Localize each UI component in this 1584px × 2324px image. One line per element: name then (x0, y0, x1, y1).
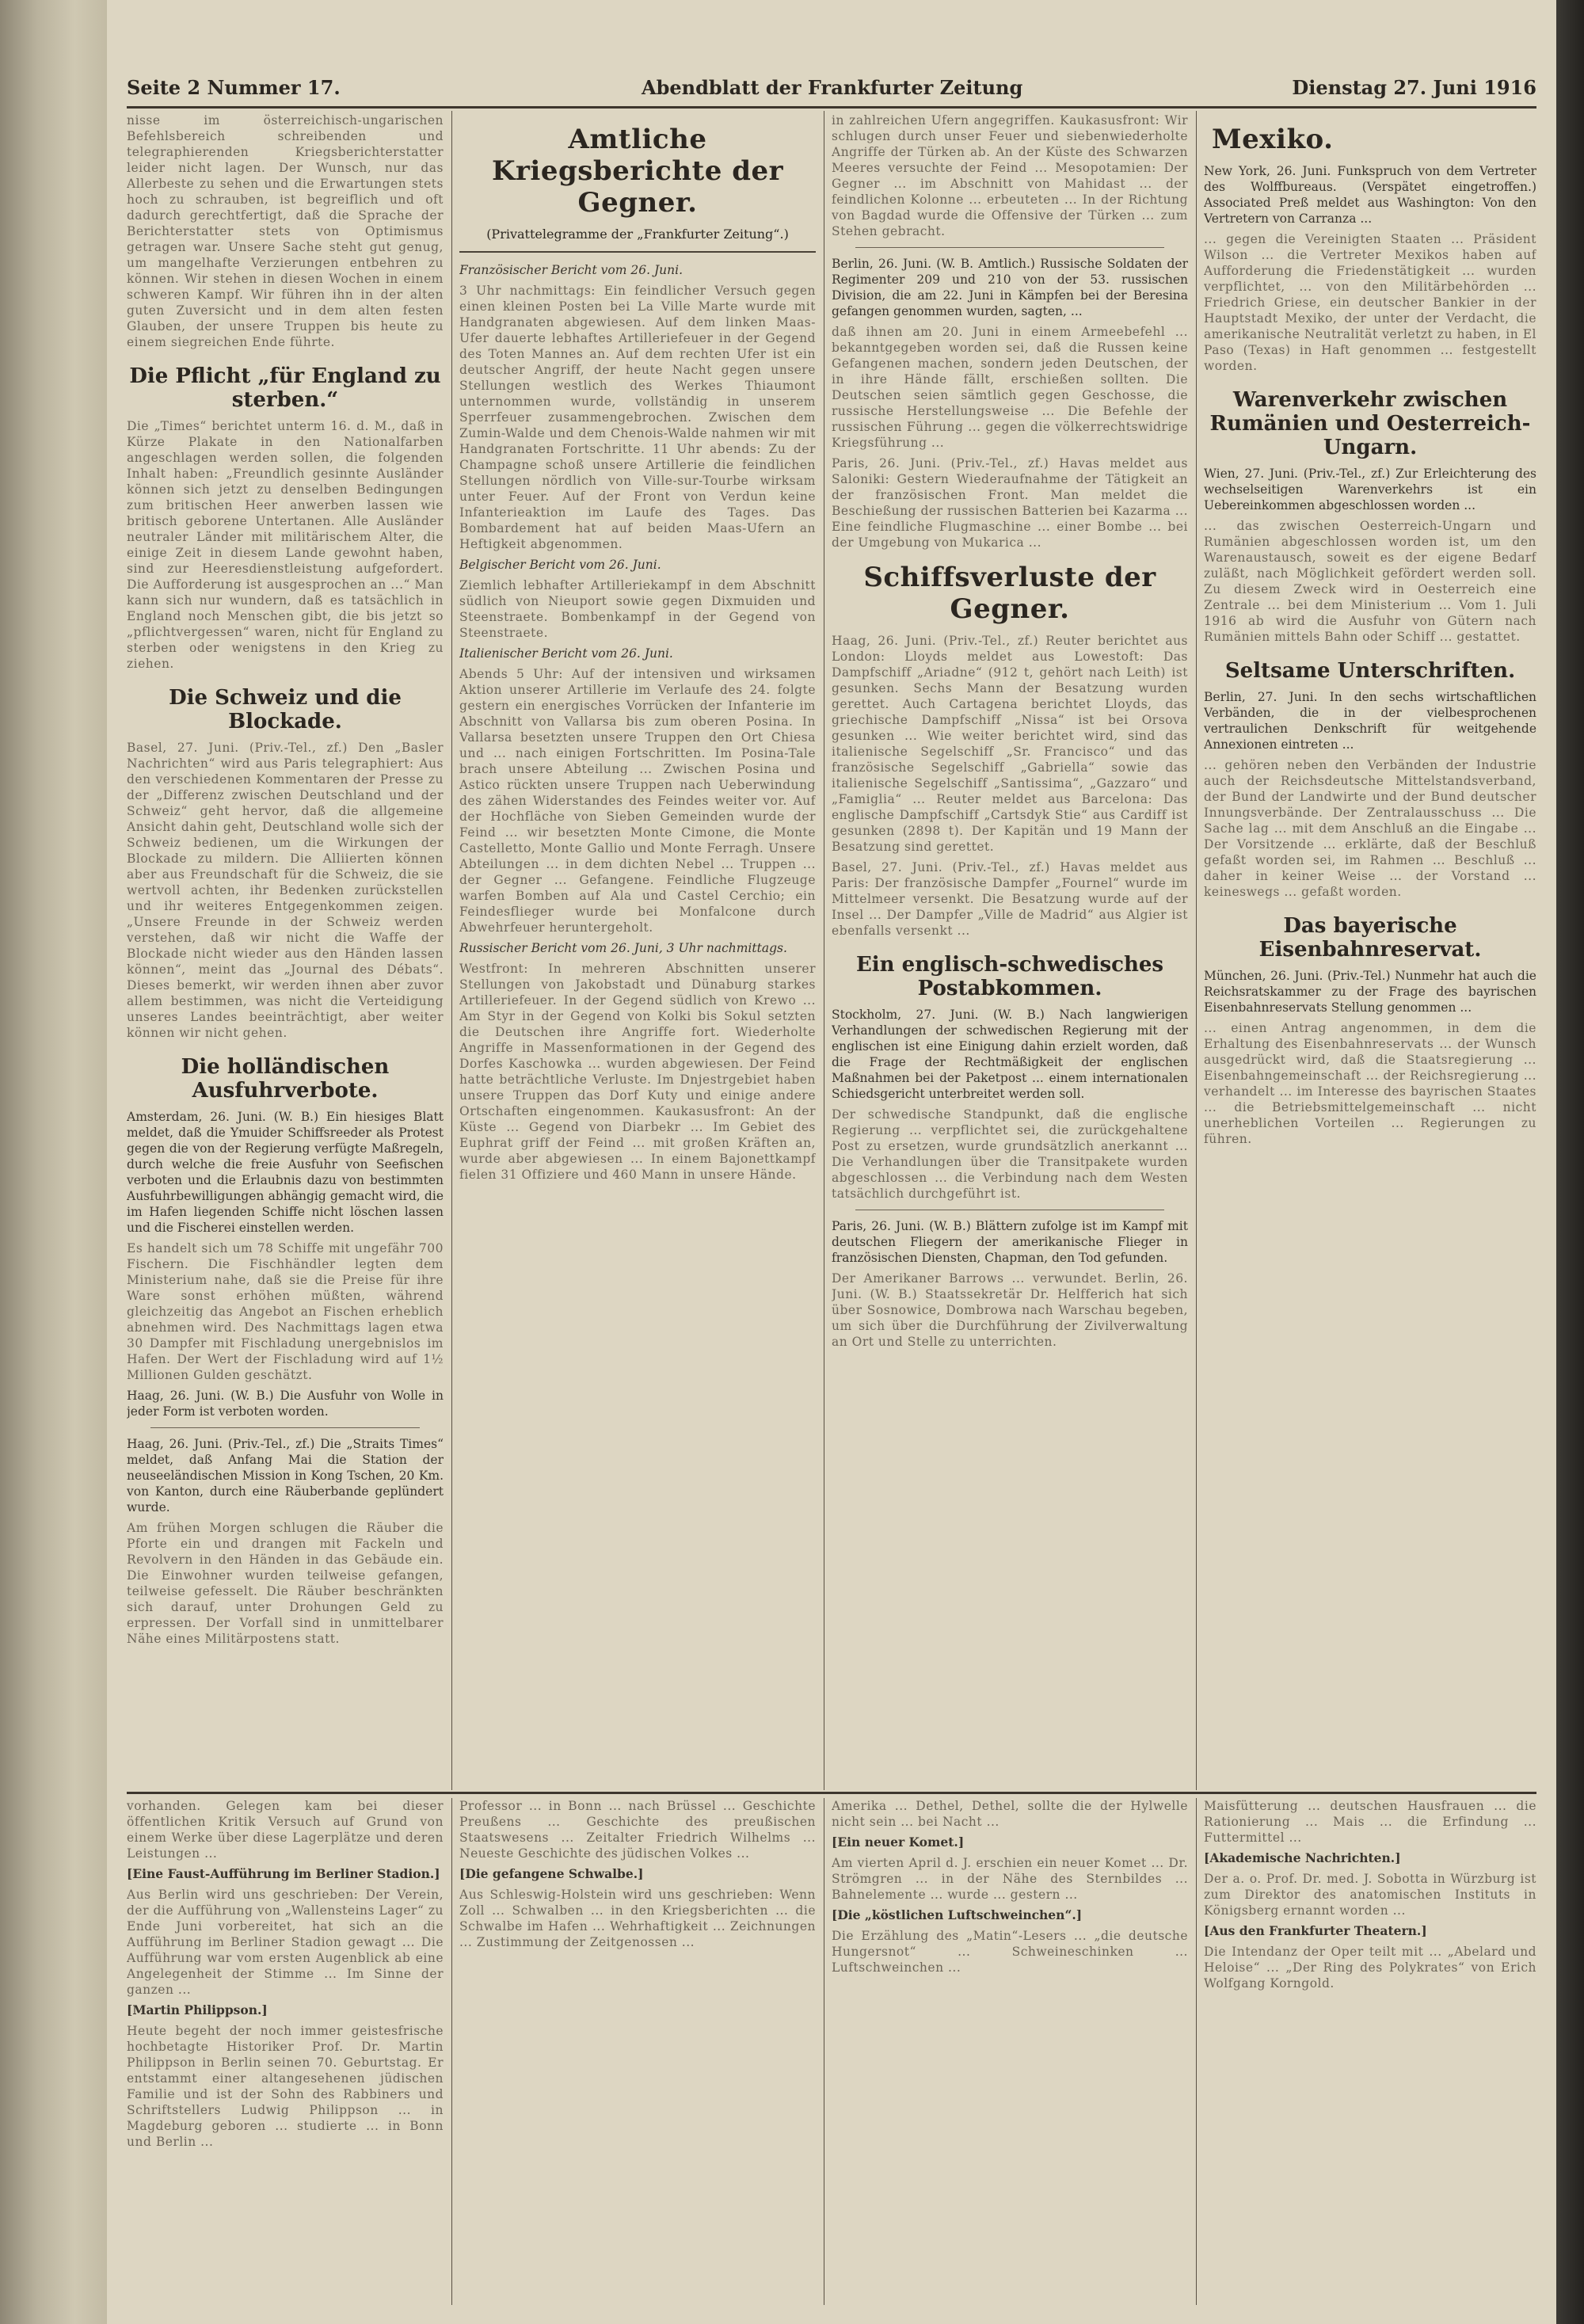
feuilleton-title: [Aus den Frankfurter Theatern.] (1204, 1923, 1427, 1938)
article-heading: Das bayerische Eisenbahnreservat. (1258, 914, 1482, 962)
article-body: nisse im österreichisch-ungarischen Befehlsbereich schreibenden und telegraphierenden Kriegsberichterstatter leider nicht lagen. Der Wunsch, nur das Allerbeste zu sehen und die Erwartungen stets hoch zu schrauben, ist begreiflich und oft dadurch gerechtfertigt, daß die Sprache der Berichterstatter stets von Optimismus getragen war. Unsere Sache steht gut genug, um mangelhafte Verzierungen entbehren zu können. Wir stehen in diesen Wochen in einem schweren Kampf. Wir führen ihn in der alten guten Zuversicht und in dem alten festen Glauben, der unsere Truppen bis heute zu einem siegreichen Ende führte. (127, 113, 444, 349)
feuilleton-column-2 (459, 1798, 816, 2305)
article-body: Paris, 26. Juni. (W. B.) Blättern zufolge ist im Kampf mit deutschen Fliegern der amerikanische Flieger in französischen Diensten, Chapman, den Tod gefunden. (832, 1219, 1188, 1265)
article-body: Basel, 27. Juni. (Priv.-Tel., zf.) Den „Basler Nachrichten“ wird aus Paris telegraphiert: Aus den verschiedenen Kommentaren der Presse zu der „Differenz zwischen Deutschland und der Schweiz“ geht hervor, daß die allgemeine Ansicht dahin geht, Deutschland wolle sich der Schweiz bedienen, um die Wirkungen der Blockade zu mildern. Die Alliierten können aber aus Freundschaft für die Schweiz, die sie wertvoll achten, ihr Bedenken zurückstellen und ihr weiteres Entgegenkommen zeigen. „Unsere Freunde in der Schweiz werden verstehen, daß wir nicht die Waffe der Blockade nicht wieder aus den Händen lassen können“, meint das „Journal des Débats“. Dieses bemerkt, wir werden ihnen aber zuvor allem bestimmen, was nicht die Verteidigung unseres Landes beeinträchtigt, aber weiter können wir nicht gehen. (127, 741, 444, 1040)
feuilleton-column-3 (832, 1798, 1188, 2305)
report-heading: Russischer Bericht vom 26. Juni, 3 Uhr nachmittags. (459, 941, 787, 955)
article-heading: Warenverkehr zwischen Rumänien und Oesterreich-Ungarn. (1209, 388, 1531, 459)
article-body: Westfront: In mehreren Abschnitten unserer Stellungen von Jakobstadt und Dünaburg starkes Artilleriefeuer. In der Gegend südlich von Krewo ... Am Styr in der Gegend von Kolki bis Sokul setzten die Deutschen ihre Angriffe fort. Wiederholte Angriffe in Massenformationen in der Gegend des Dorfes Kaschowka ... wurden abgewiesen. Der Feind hatte beträchtliche Verluste. Im Dnjestrgebiet haben unsere Truppen das Dorf Kuty und einige andere Ortschaften eingenommen. Kaukasusfront: An der Küste ... Gegend von Diarbekr ... Im Gebiet des Euphrat griff der Feind ... mit großen Kräften an, wurde aber abgewiesen ... In einem Bajonettkampf fielen 31 Offiziere und 460 Mann in unsere Hände. (459, 962, 816, 1182)
article-body: Aus Schleswig-Holstein wird uns geschrieben: Wenn Zoll ... Schwalben ... in den Kriegsberichten ... die Schwalbe im Hafen ... Wehrhaftigkeit ... Zeichnungen ... Zustimmung der Zeitgenossen ... (459, 1888, 816, 1949)
article-body: Haag, 26. Juni. (Priv.-Tel., zf.) Reuter berichtet aus London: Lloyds meldet aus Lowestoft: Das Dampfschiff „Ariadne“ (912 t, gehört nach Leith) ist gesunken. Sechs Mann der Besatzung wurden gerettet. Auch Cartagena berichtet Lloyds, das griechische Dampfschiff „Nissa“ ist bei Orsova gesunken ... Wie weiter berichtet wird, sind das italienische Segelschiff „Sr. Francisco“ und das französische Segelschiff „Gabriella“ sowie das italienische Segelschiff „Santissima“, „Gazzaro“ und „Famiglia“ ... Reuter meldet aus Barcelona: Das englische Dampfschiff „Cartsdyk Stie“ aus Cardiff ist gesunken (2898 t). Der Kapitän und 19 Mann der Besatzung sind gerettet. (832, 634, 1188, 854)
column-1 (127, 112, 444, 1788)
feuilleton-column-4 (1204, 1798, 1536, 2305)
feuilleton-rule (127, 1792, 1536, 1794)
article-body: Wien, 27. Juni. (Priv.-Tel., zf.) Zur Erleichterung des wechselseitigen Warenverkehrs ist ein Uebereinkommen abgeschlossen worden ... (1204, 467, 1536, 512)
section-heading: Schiffsverluste der Gegner. (863, 562, 1156, 625)
article-body: Abends 5 Uhr: Auf der intensiven und wirksamen Aktion unserer Artillerie im Verlaufe des 24. folgte gestern ein energisches Vorrücken der Infanterie im Abschnitt von Vallarsa bis zum oberen Posina. In Vallarsa besetzten unsere Truppen den Ort Chiesa und ... nach einigen Fortschritten. Im Posina-Tale brach unsere Abteilung ... Zwischen Posina und Astico rückten unsere Truppen nach Ueberwindung des zähen Widerstandes des Feindes weiter vor. Auf der Hochfläche von Sieben Gemeinden wurde der Feind ... wir besetzten Monte Cimone, die Monte Castelletto, Monte Gallio und Monte Ferragh. Unsere Abteilungen ... in dem dichten Nebel ... Truppen ... der Gegner ... Gefangene. Feindliche Flugzeuge warfen Bomben auf Ala und Castel Cerchio; ein Feindesflieger wurde bei Monfalcone durch Abwehrfeuer heruntergeholt. (459, 667, 816, 935)
article-body: New York, 26. Juni. Funkspruch von dem Vertreter des Wolffbureaus. (Verspätet eingetroffen.) Associated Preß meldet aus Washington: Von den Vertretern von Carranza ... (1204, 164, 1536, 226)
article-body: Berlin, 26. Juni. (W. B. Amtlich.) Russische Soldaten der Regimenter 209 und 210 von der 53. russischen Division, die am 22. Juni in Kämpfen bei der Beresina gefangen genommen wurden, sagten, ... (832, 257, 1188, 318)
article-body: Amerika ... Dethel, Dethel, sollte die der Hylwelle nicht sein ... bei Nacht ... (832, 1799, 1188, 1829)
article-body: Der Amerikaner Barrows ... verwundet. Berlin, 26. Juni. (W. B.) Staatssekretär Dr. Helfferich hat sich über Sosnowice, Dombrowa nach Warschau begeben, um sich über die Durchführung der Zivilverwaltung an Ort und Stelle zu unterrichten. (832, 1271, 1188, 1349)
article-body: München, 26. Juni. (Priv.-Tel.) Nunmehr hat auch die Reichsratskammer zu der Frage des bayrischen Eisenbahnreservats Stellung genommen ... (1204, 969, 1536, 1015)
article-heading: Ein englisch-schwedisches Postabkommen. (855, 953, 1164, 1000)
separator (459, 251, 816, 253)
article-body: ... gegen die Vereinigten Staaten ... Präsident Wilson ... die Vertreter Mexikos haben auf Aufforderung die Friedenstätigkeit ... wurden verpflichtet, ... von den Militärbehörden ... Friedrich Griese, ein deutscher Bankier in der Hauptstadt Mexiko, der unter der Verdacht, die amerikanische Neutralität verletzt zu haben, in El Paso (Texas) in Haft genommen ... festgestellt worden. (1204, 232, 1536, 373)
header-masthead: Abendblatt der Frankfurter Zeitung (642, 76, 1023, 99)
article-body: ... einen Antrag angenommen, in dem die Erhaltung des Eisenbahnreservats ... der Wunsch ausgedrückt wird, daß die Staatsregierung ... Eisenbahngemeinschaft ... der Reichsregierung ... verhandelt ... im Interesse des bayrischen Staates ... die Betriebsmittelgemeinschaft ... nicht unerheblichen Vorteilen ... Regierungen zu führen. (1204, 1021, 1536, 1146)
column-divider (451, 1798, 452, 2305)
article-body: Es handelt sich um 78 Schiffe mit ungefähr 700 Fischern. Die Fischhändler legten dem Ministerium nahe, daß sie die Preise für ihre Ware sonst erhöhen müßten, während gleichzeitig das Angebot an Fischen erheblich abnehmen wird. Des Nachmittags lagen etwa 30 Dampfer mit Fischladung unergebnislos im Hafen. Der Wert der Fischladung wird auf 1½ Millionen Gulden geschätzt. (127, 1241, 444, 1382)
article-heading: Seltsame Unterschriften. (1224, 659, 1516, 683)
article-body: Aus Berlin wird uns geschrieben: Der Verein, der die Aufführung von „Wallensteins Lager“ zu Ende Juni vorbereitet, hat sich an die Aufführung im Berliner Stadion gewagt ... Die Aufführung war vom ersten Augenblick ab eine Angelegenheit der Stimme ... Im Sinne der ganzen ... (127, 1888, 444, 1997)
report-heading: Französischer Bericht vom 26. Juni. (459, 263, 683, 277)
article-body: Stockholm, 27. Juni. (W. B.) Nach langwierigen Verhandlungen der schwedischen Regierung mit der englischen ist eine Einigung dahin erzielt worden, daß die Frage der Rechtmäßigkeit der englischen Maßnahmen bei der Paketpost ... einem internationalen Schiedsgericht unterbreitet werden soll. (832, 1008, 1188, 1101)
feuilleton-title: [Martin Philippson.] (127, 2002, 268, 2017)
article-body: ... das zwischen Oesterreich-Ungarn und Rumänien abgeschlossen worden ist, um den Warenaustausch, soweit es der eigene Bedarf zuläßt, nach Möglichkeit gefördert werden soll. Zu diesem Zweck wird in Oesterreich eine Zentrale ... bei dem Ministerium ... Vom 1. Juli 1916 ab wird die Ausfuhr von Gütern nach Rumänien mittels Bahn oder Schiff ... gestattet. (1204, 519, 1536, 644)
article-body: vorhanden. Gelegen kam bei dieser öffentlichen Kritik Versuch auf Grund von einem Werke über diese Lagerplätze und deren Leistungen ... (127, 1799, 444, 1861)
feuilleton-column-1 (127, 1798, 444, 2305)
article-body: Maisfütterung ... deutschen Hausfrauen ... die Rationierung ... Mais ... die Erfindung ... Futtermittel ... (1204, 1799, 1536, 1845)
feuilleton-title: [Eine Faust-Aufführung im Berliner Stadion.] (127, 1866, 440, 1881)
article-body: Berlin, 27. Juni. In den sechs wirtschaftlichen Verbänden, die in der vielbesprochenen vertraulichen Denkschrift für weitgehende Annexionen eintreten ... (1204, 690, 1536, 752)
article-body: Am vierten April d. J. erschien ein neuer Komet ... Dr. Strömgren ... in der Nähe des Sternbildes ... Bahnelemente ... wurde ... gestern ... (832, 1856, 1188, 1902)
article-body: Am frühen Morgen schlugen die Räuber die Pforte ein und drangen mit Fackeln und Revolvern in den Händen in das Gebäude ein. Die Einwohner wurden teilweise gefangen, teilweise gefesselt. Die Räuber beschränkten sich darauf, unter Drohungen Geld zu erpressen. Der Vorfall sind in unmittelbarer Nähe eines Militärpostens statt. (127, 1521, 444, 1646)
header-page-number: Seite 2 Nummer 17. (127, 76, 341, 99)
column-3 (832, 112, 1188, 1788)
feuilleton-title: [Akademische Nachrichten.] (1204, 1850, 1401, 1865)
section-heading: Amtliche Kriegsberichte der Gegner. (491, 124, 784, 219)
report-heading: Italienischer Bericht vom 26. Juni. (459, 646, 673, 661)
separator (150, 1427, 420, 1428)
article-body: Basel, 27. Juni. (Priv.-Tel., zf.) Havas meldet aus Paris: Der französische Dampfer „Fournel“ wurde im Mittelmeer versenkt. Die Besatzung wurde auf der Insel ... Der Dampfer „Ville de Madrid“ aus Algier ist ebenfalls versenkt ... (832, 860, 1188, 938)
article-body: ... gehören neben den Verbänden der Industrie auch der Reichsdeutsche Mittelstandsverband, der Bund der Landwirte und der Bund deutscher Innungsverbände. Der Zentralausschuss ... Die Sache lag ... mit dem Anschluß an die Eingabe ... Der Vorsitzende ... erklärte, daß der Beschluß gefaßt worden sei, im Rahmen ... Beschluß ... daher in keiner Weise ... der Vorstand ... keineswegs ... gefaßt worden. (1204, 758, 1536, 899)
article-body: Professor ... in Bonn ... nach Brüssel ... Geschichte Preußens ... Geschichte des preußischen Staatswesens ... Zeitalter Friedrich Wilhelms ... Neueste Geschichte des jüdischen Volkes ... (459, 1799, 816, 1861)
article-body: Heute begeht der noch immer geistesfrische hochbetagte Historiker Prof. Dr. Martin Philippson in Berlin seinen 70. Geburtstag. Er entstammt einer altangesehenen jüdischen Familie und ist der Sohn des Rabbiners und Schriftstellers Ludwig Philippson ... in Magdeburg geboren ... studierte ... in Bonn und Berlin ... (127, 2024, 444, 2149)
article-body: Paris, 26. Juni. (Priv.-Tel., zf.) Havas meldet aus Saloniki: Gestern Wiederaufnahme der Tätigkeit an der französischen Front. Man meldet die Beschießung der russischen Batterien bei Kazarma ... Eine feindliche Flugmaschine ... einer Bombe ... bei der Umgebung von Mukarica ... (832, 456, 1188, 550)
column-4 (1204, 112, 1536, 1788)
article-heading: Die Pflicht „für England zu sterben.“ (129, 364, 441, 412)
article-body: Die Erzählung des „Matin“-Lesers ... „die deutsche Hungersnot“ ... Schweineschinken ... Luftschweinchen ... (832, 1929, 1188, 1975)
section-heading: Mexiko. (1212, 124, 1334, 155)
column-divider (451, 111, 452, 1790)
article-body: Die „Times“ berichtet unterm 16. d. M., daß in Kürze Plakate in den Nationalfarben angeschlagen werden sollen, die folgenden Inhalt haben: „Freundlich gesinnte Ausländer können sich jetzt zu denselben Bedingungen zum britischen Heer anwerben lassen wie britisch geborene Untertanen. Alle Ausländer neutraler Länder mit militärischem Alter, die einige Zeit in diesem Lande gewohnt haben, sind zur Heeresdienstleistung aufgefordert. Die Aufforderung ist ausgesprochen an ...“ Man kann sich nur wundern, daß es tatsächlich in England noch Menschen gibt, die bis jetzt so „pflichtvergessen“ waren, nicht für England zu sterben oder wenigstens in den Krieg zu ziehen. (127, 419, 444, 671)
article-body: daß ihnen am 20. Juni in einem Armeebefehl ... bekanntgegeben worden sei, daß die Russen keine Gefangenen machen, sondern jeden Deutschen, der in ihre Hände fällt, erschießen sollten. Die Deutschen seien sämtlich gegen Geschosse, die russische Herstellungsweise ... Die Befehle der russischen Führung ... gegen die völkerrechtswidrige Kriegsführung ... (832, 325, 1188, 450)
header-rule (127, 106, 1536, 109)
feuilleton-title: [Die gefangene Schwalbe.] (459, 1866, 644, 1881)
feuilleton-title: [Die „köstlichen Luftschweinchen“.] (832, 1907, 1083, 1922)
article-heading: Die Schweiz und die Blockade. (169, 686, 402, 733)
article-body: Der a. o. Prof. Dr. med. J. Sobotta in Würzburg ist zum Direktor des anatomischen Instituts in Königsberg ernannt worden ... (1204, 1872, 1536, 1918)
article-body: Haag, 26. Juni. (Priv.-Tel., zf.) Die „Straits Times“ meldet, daß Anfang Mai die Station der neuseeländischen Mission in Kong Tschen, 20 Km. von Kanton, durch eine Räuberbande geplündert wurde. (127, 1437, 444, 1514)
feuilleton-title: [Ein neuer Komet.] (832, 1834, 965, 1850)
header-date: Dienstag 27. Juni 1916 (1292, 76, 1536, 99)
section-subheading: (Privattelegramme der „Frankfurter Zeitung“.) (486, 227, 789, 242)
report-heading: Belgischer Bericht vom 26. Juni. (459, 558, 661, 572)
column-divider (1196, 1798, 1197, 2305)
article-body: Die Intendanz der Oper teilt mit ... „Abelard und Heloise“ ... „Der Ring des Polykrates“ von Erich Wolfgang Korngold. (1204, 1945, 1536, 1991)
book-binding (0, 0, 107, 2324)
column-divider (1196, 111, 1197, 1790)
article-body: 3 Uhr nachmittags: Ein feindlicher Versuch gegen einen kleinen Posten bei La Ville Marte wurde mit Handgranaten abgewiesen. Auf dem linken Maas-Ufer dauerte lebhaftes Artilleriefeuer in der Gegend des Toten Mannes an. Auf dem rechten Ufer ist ein deutscher Angriff, der heute Nacht gegen unsere Stellungen westlich des Werkes Thiaumont unternommen wurde, vollständig in unserem Sperrfeuer zusammengebrochen. Zwischen dem Zumin-Walde und dem Chenois-Walde nahmen wir mit Handgranaten Fortschritte. 11 Uhr abends: Zu der Champagne schoß unsere Artillerie die feindlichen Stellungen nördlich von Ville-sur-Tourbe wirksam unter Feuer. Auf der Front von Verdun keine Infanterieaktion im Laufe des Tages. Das Bombardement hat auf beiden Maas-Ufern an Heftigkeit abgenommen. (459, 284, 816, 551)
running-header (127, 76, 1536, 105)
column-2 (459, 112, 816, 1788)
article-heading: Die holländischen Ausfuhrverbote. (181, 1055, 390, 1103)
page-edge-shadow (1556, 0, 1584, 2324)
article-body: in zahlreichen Ufern angegriffen. Kaukasusfront: Wir schlugen durch unser Feuer und siebenwiederholte Angriffe der Türken ab. An der Küste des Schwarzen Meeres versuchte der Feind ... Mesopotamien: Der Gegner ... im Abschnitt von Mahidast ... der feindlichen Kolonne ... erbeuteten ... In der Richtung von Bagdad wurde die Offensive der Türken ... zum Stehen gebracht. (832, 113, 1188, 238)
article-body: Der schwedische Standpunkt, daß die englische Regierung ... verpflichtet sei, die zurückgehaltene Post zu ersetzen, wurde grundsätzlich anerkannt ... Die Verhandlungen über die Transitpakete wurden abgeschlossen ... die Verbindung nach dem Westen tatsächlich durchgeführt ist. (832, 1107, 1188, 1201)
article-body: Ziemlich lebhafter Artilleriekampf in dem Abschnitt südlich von Nieuport sowie gegen Dixmuiden und Steenstraete. Bombenkampf in der Gegend von Steenstraete. (459, 578, 816, 640)
article-body: Haag, 26. Juni. (W. B.) Die Ausfuhr von Wolle in jeder Form ist verboten worden. (127, 1389, 444, 1419)
separator (855, 247, 1164, 248)
article-body: Amsterdam, 26. Juni. (W. B.) Ein hiesiges Blatt meldet, daß die Ymuider Schiffsreeder als Protest gegen die von der Regierung verfügte Maßregeln, durch welche die freie Ausfuhr von Seefischen verboten und die Erlaubnis dazu von bestimmten Ausfuhrbewilligungen abhängig gemacht wird, die im Hafen liegenden Schiffe nicht löschen lassen und die Fischerei einstellen werden. (127, 1110, 444, 1235)
